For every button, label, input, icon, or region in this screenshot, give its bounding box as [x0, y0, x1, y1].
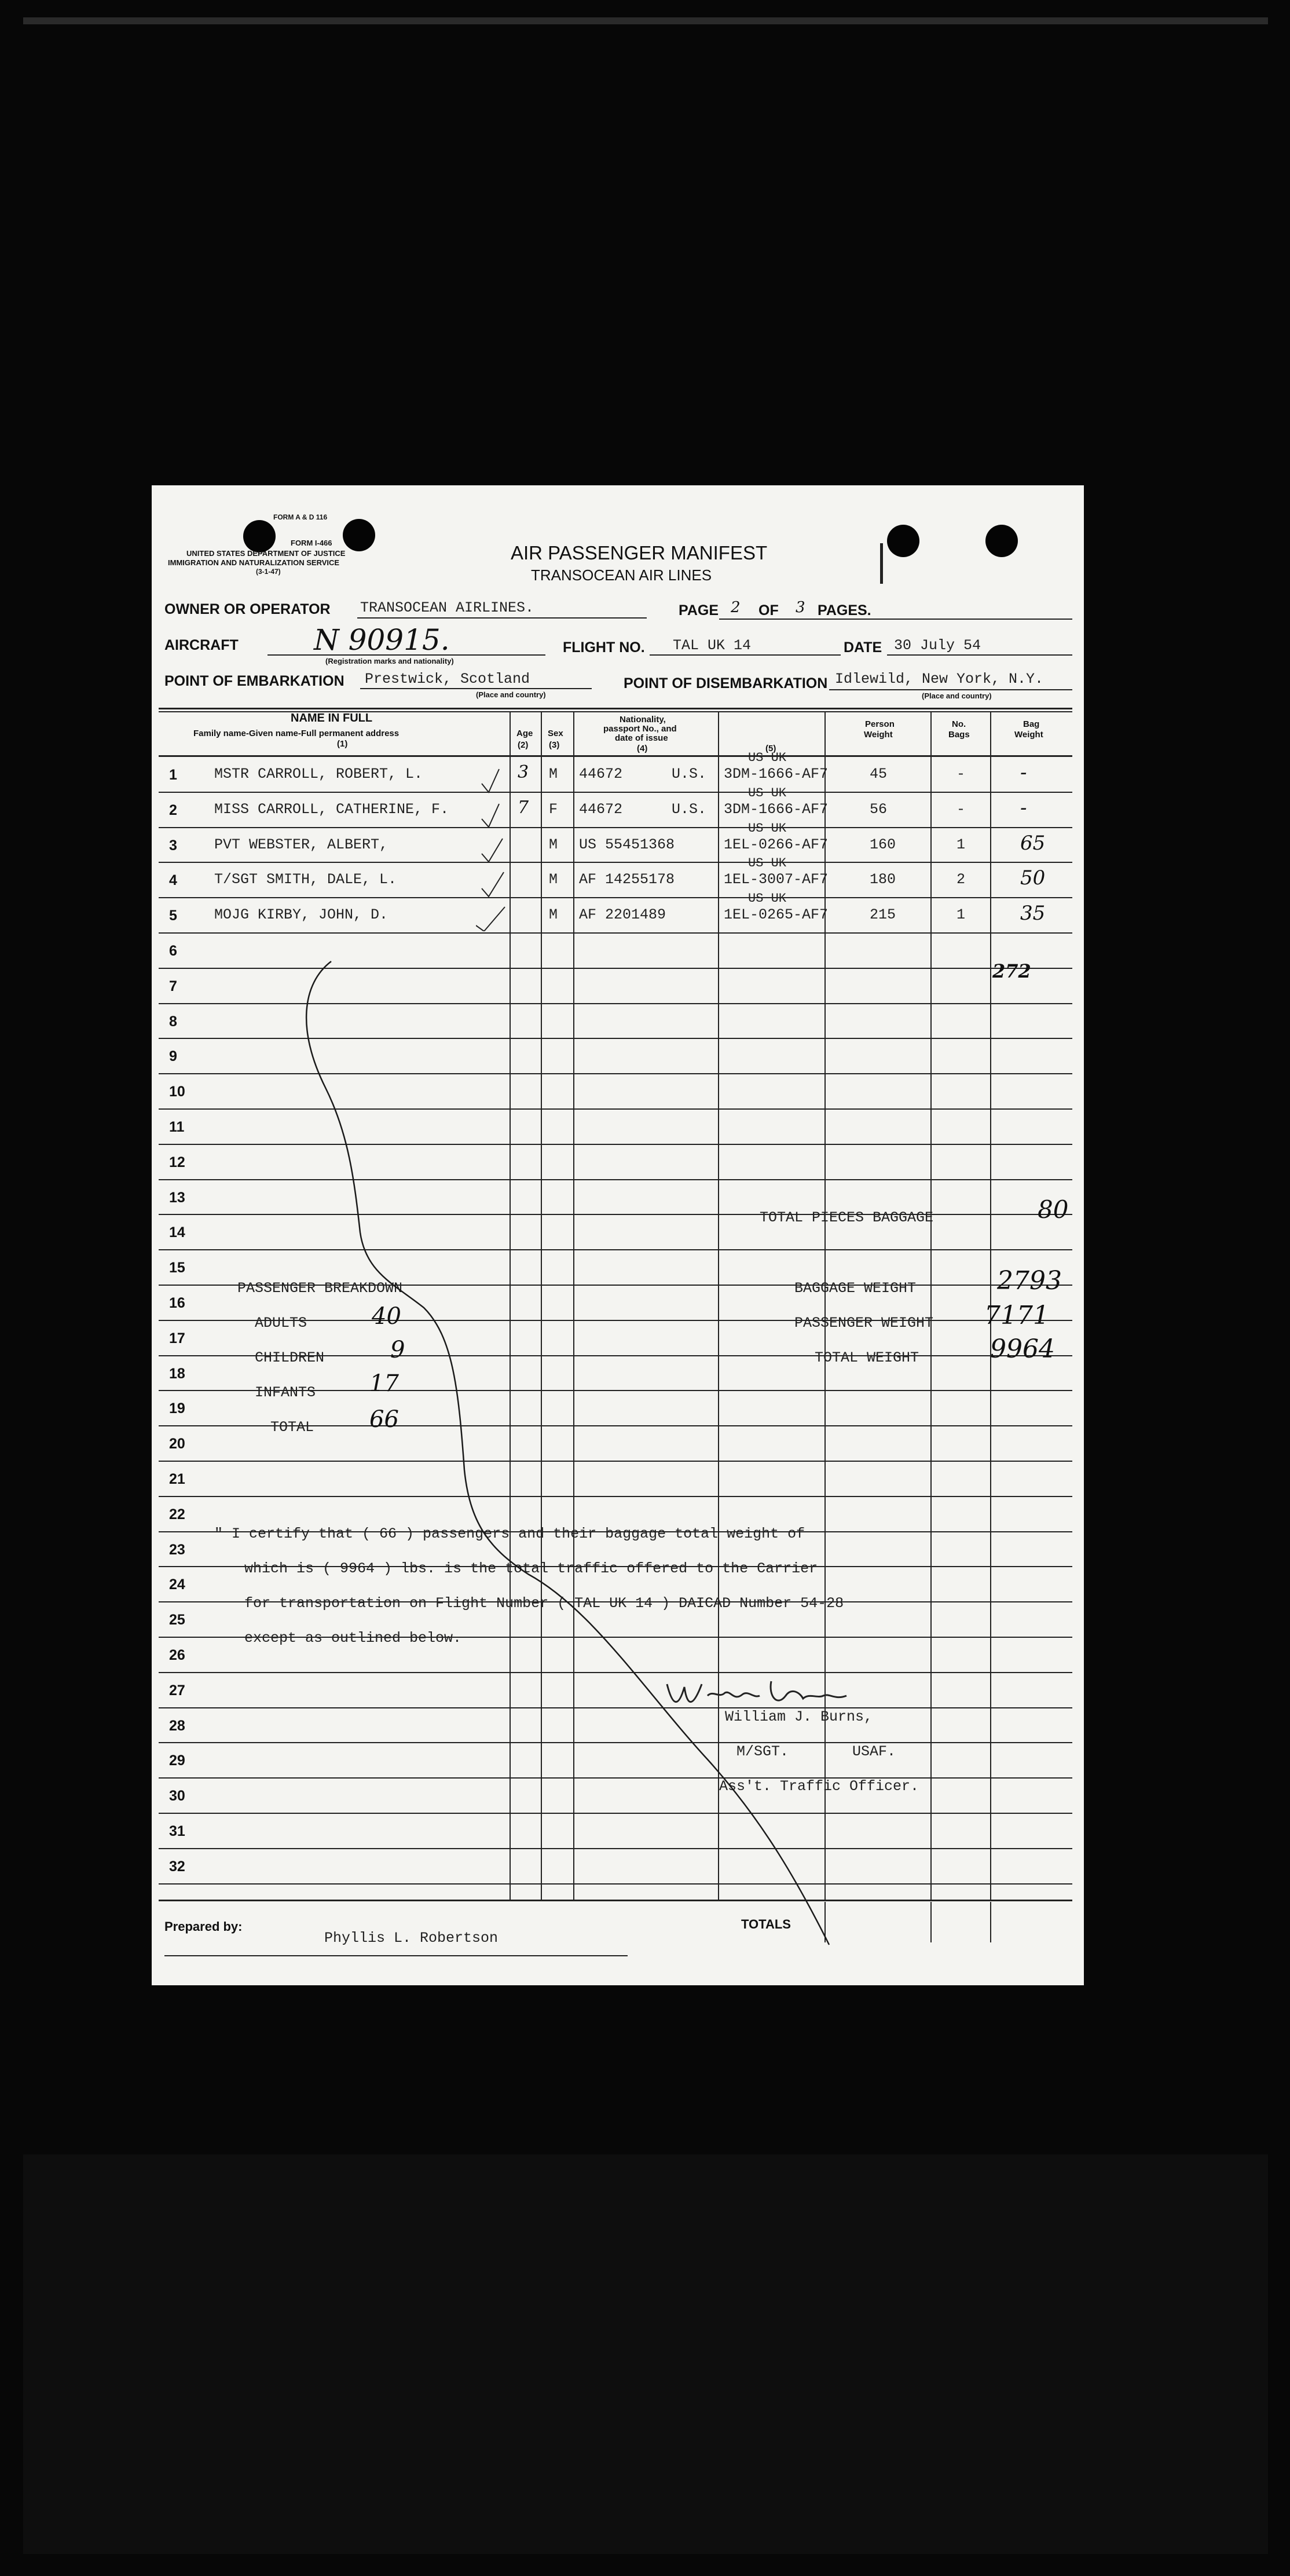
certification-line-2: which is ( 9964 ) lbs. is the total traffic offered to the Carrier	[244, 1560, 818, 1577]
row-number: 18	[169, 1365, 185, 1382]
col-header-age: Age	[516, 729, 533, 738]
manifest-page	[152, 485, 1084, 1985]
certification-line-4: except as outlined below.	[244, 1630, 462, 1646]
passenger-sex: M	[549, 766, 558, 782]
col-header-bagweight-2: Weight	[1014, 730, 1043, 740]
passenger-age: 3	[518, 762, 529, 782]
row-number: 23	[169, 1541, 185, 1558]
date-label: DATE	[844, 639, 882, 656]
passenger-passport: AF 14255178	[579, 871, 675, 888]
infants-label: INFANTS	[255, 1384, 316, 1401]
col-header-nationality-num: (4)	[637, 744, 648, 753]
pages-label: PAGES.	[818, 602, 871, 619]
col-header-bags-1: No.	[952, 719, 966, 729]
passenger-weight: 45	[870, 766, 888, 782]
row-number: 20	[169, 1436, 185, 1452]
row-number: 10	[169, 1084, 185, 1100]
col-header-nationality-1: Nationality,	[620, 715, 666, 724]
passenger-bag-weight: 65	[1020, 831, 1046, 855]
infants-value: 17	[369, 1370, 399, 1397]
col-header-sex: Sex	[548, 729, 563, 738]
certification-line-1: " I certify that ( 66 ) passengers and their baggage total weight of	[214, 1525, 805, 1542]
row-number: 26	[169, 1647, 185, 1663]
passenger-weight: 180	[870, 871, 896, 888]
prepared-by-value: Phyllis L. Robertson	[324, 1930, 499, 1946]
row-number: 30	[169, 1788, 185, 1805]
passenger-route: US UK	[748, 891, 787, 906]
row-number: 3	[169, 837, 177, 854]
passenger-name: MISS CARROLL, CATHERINE, F.	[214, 800, 449, 818]
row-number: 16	[169, 1295, 185, 1311]
prepared-by-label: Prepared by:	[164, 1919, 243, 1934]
totals-label: TOTALS	[741, 1917, 791, 1931]
owner-label: OWNER OR OPERATOR	[164, 601, 331, 617]
passenger-weight: 56	[870, 800, 888, 818]
passenger-bag-weight: 50	[1020, 866, 1046, 890]
aircraft-caption: (Registration marks and nationality)	[325, 657, 454, 665]
row-number: 28	[169, 1717, 185, 1734]
row-number: 15	[169, 1260, 185, 1276]
scan-top-edge	[23, 17, 1268, 24]
disembarkation-caption: (Place and country)	[922, 691, 992, 700]
row-number: 7	[169, 978, 177, 994]
aircraft-label: AIRCRAFT	[164, 637, 239, 653]
col-header-nationality-2: passport No., and	[603, 724, 677, 734]
passenger-sex: M	[549, 906, 558, 924]
of-label: OF	[758, 602, 779, 619]
scan-background-band	[23, 2154, 1268, 2554]
total-weight-label: TOTAL WEIGHT	[815, 1349, 919, 1366]
signature-title: Ass't. Traffic Officer.	[719, 1778, 919, 1795]
children-value: 9	[390, 1337, 405, 1363]
row-number: 9	[169, 1048, 177, 1065]
breakdown-label: PASSENGER BREAKDOWN	[237, 1280, 403, 1297]
page-value: 2	[731, 599, 741, 616]
adults-value: 40	[372, 1303, 401, 1330]
adults-label: ADULTS	[255, 1315, 307, 1331]
col-header-weight-2: Weight	[864, 730, 893, 740]
passenger-bags: 1	[956, 836, 966, 853]
baggage-weight-label: BAGGAGE WEIGHT	[794, 1280, 917, 1297]
col-header-nationality-3: date of issue	[615, 733, 668, 743]
passenger-bag-weight: -	[1020, 796, 1027, 819]
row-number: 4	[169, 872, 177, 889]
col-header-col5-num: (5)	[765, 744, 776, 753]
row-number: 21	[169, 1471, 185, 1487]
row-number: 14	[169, 1224, 185, 1241]
subtotal-bag-weight: 272	[992, 960, 1031, 982]
total-pieces-value: 80	[1038, 1195, 1069, 1224]
department-line-1: UNITED STATES DEPARTMENT OF JUSTICE	[186, 549, 346, 558]
form-date: (3-1-47)	[256, 568, 281, 576]
passenger-code: 3DM-1666-AF7	[724, 800, 829, 818]
passenger-code: 1EL-3007-AF7	[724, 871, 829, 888]
form-number: FORM I-466	[291, 539, 332, 547]
col-header-age-num: (2)	[518, 740, 529, 750]
passenger-weight-label: PASSENGER WEIGHT	[794, 1315, 934, 1331]
col-header-bags-2: Bags	[948, 730, 970, 740]
handwritten-stroke	[152, 485, 1084, 1985]
row-number: 11	[169, 1119, 185, 1135]
total-label: TOTAL	[270, 1419, 314, 1436]
col-header-name: NAME IN FULL	[291, 712, 373, 724]
form-title: AIR PASSENGER MANIFEST	[511, 542, 768, 564]
signature-name: William J. Burns,	[725, 1708, 873, 1725]
passenger-bags: 2	[956, 871, 966, 888]
embarkation-value: Prestwick, Scotland	[365, 671, 530, 687]
passenger-route: US UK	[748, 751, 787, 765]
row-number: 5	[169, 908, 177, 924]
passenger-passport: 44672	[579, 766, 623, 782]
row-number: 12	[169, 1154, 185, 1170]
owner-value: TRANSOCEAN AIRLINES.	[360, 599, 534, 616]
passenger-weight: 160	[870, 836, 896, 853]
passenger-name: MOJG KIRBY, JOHN, D.	[214, 906, 389, 924]
certification-line-3: for transportation on Flight Number ( TAL UK 14 ) DAICAD Number 54-28	[244, 1595, 844, 1612]
embarkation-label: POINT OF EMBARKATION	[164, 673, 345, 689]
disembarkation-value: Idlewild, New York, N.Y.	[835, 671, 1044, 687]
form-code: FORM A & D 116	[273, 513, 328, 521]
passenger-bag-weight: 35	[1020, 902, 1046, 925]
total-pieces-label: TOTAL PIECES BAGGAGE	[760, 1209, 934, 1226]
passenger-code: 1EL-0266-AF7	[724, 836, 829, 853]
col-header-bagweight-1: Bag	[1023, 719, 1040, 729]
passenger-route: US UK	[748, 856, 787, 871]
aircraft-value: N 90915.	[314, 623, 450, 657]
passenger-name: PVT WEBSTER, ALBERT,	[214, 836, 389, 853]
children-label: CHILDREN	[255, 1349, 325, 1366]
department-line-2: IMMIGRATION AND NATURALIZATION SERVICE	[168, 558, 340, 567]
signature-rank: M/SGT.	[736, 1743, 789, 1760]
disembarkation-label: POINT OF DISEMBARKATION	[624, 675, 828, 691]
total-value: 66	[369, 1406, 399, 1433]
passenger-bag-weight: -	[1020, 761, 1027, 784]
col-header-weight-1: Person	[865, 719, 895, 729]
row-number: 1	[169, 767, 177, 783]
row-number: 27	[169, 1682, 185, 1699]
flight-value: TAL UK 14	[673, 637, 752, 654]
of-value: 3	[796, 599, 805, 616]
passenger-bags: -	[956, 800, 966, 818]
passenger-passport: US 55451368	[579, 836, 675, 853]
col-header-name-num: (1)	[337, 739, 348, 749]
form-subtitle: TRANSOCEAN AIR LINES	[531, 566, 712, 584]
total-weight-value: 9964	[990, 1334, 1055, 1364]
passenger-passport: AF 2201489	[579, 906, 666, 924]
row-number: 29	[169, 1752, 185, 1769]
passenger-bags: -	[956, 766, 966, 782]
passenger-name: T/SGT SMITH, DALE, L.	[214, 871, 397, 888]
passenger-code: 3DM-1666-AF7	[724, 766, 829, 782]
passenger-name: MSTR CARROLL, ROBERT, L.	[214, 766, 423, 782]
page-label: PAGE	[679, 602, 719, 619]
passenger-passport: 44672	[579, 800, 623, 818]
passenger-code: 1EL-0265-AF7	[724, 906, 829, 924]
passenger-route: US UK	[748, 785, 787, 800]
embarkation-caption: (Place and country)	[476, 690, 546, 699]
date-value: 30 July 54	[894, 637, 981, 654]
passenger-age: 7	[518, 797, 529, 818]
row-number: 32	[169, 1858, 185, 1875]
flight-label: FLIGHT NO.	[563, 639, 645, 656]
passenger-weight: 215	[870, 906, 896, 924]
row-number: 31	[169, 1823, 185, 1839]
row-number: 24	[169, 1576, 185, 1593]
row-number: 25	[169, 1612, 185, 1629]
row-number: 13	[169, 1189, 185, 1206]
row-number: 19	[169, 1400, 185, 1417]
baggage-weight-value: 2793	[997, 1266, 1062, 1296]
row-number: 17	[169, 1330, 185, 1346]
passenger-nationality: U.S.	[672, 766, 707, 782]
passenger-weight-value: 7171	[984, 1301, 1049, 1330]
passenger-bags: 1	[956, 906, 966, 924]
row-number: 8	[169, 1013, 177, 1030]
col-header-sex-num: (3)	[549, 740, 560, 750]
signature-branch: USAF.	[852, 1743, 896, 1760]
col-header-name-sub: Family name-Given name-Full permanent address	[193, 729, 400, 738]
row-number: 6	[169, 943, 177, 959]
passenger-sex: F	[549, 800, 558, 818]
passenger-sex: M	[549, 871, 558, 888]
passenger-sex: M	[549, 836, 558, 853]
passenger-nationality: U.S.	[672, 800, 707, 818]
row-number: 2	[169, 802, 177, 818]
passenger-route: US UK	[748, 821, 787, 836]
row-number: 22	[169, 1506, 185, 1523]
